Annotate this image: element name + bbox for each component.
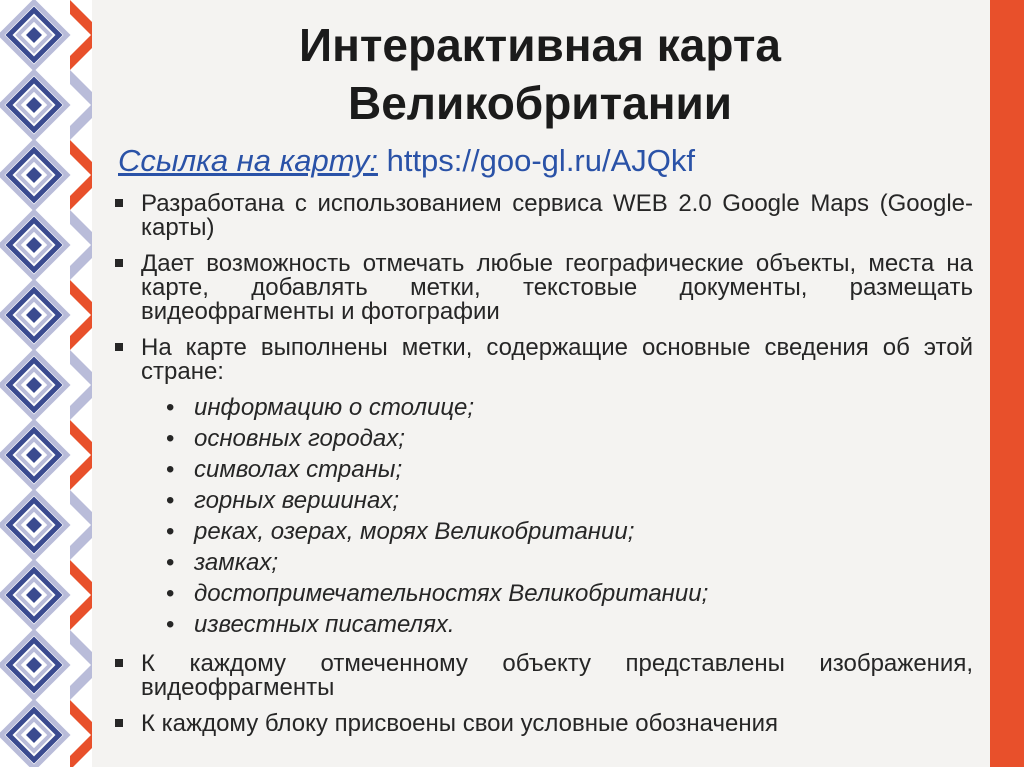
bullet-item [113, 192, 973, 240]
map-link-label: Ссылка на карту: [118, 143, 378, 178]
round-bullet-icon: • [166, 580, 175, 607]
square-bullet-icon [115, 343, 123, 351]
round-bullet-icon: • [166, 487, 175, 514]
bullet-text: К каждому отмеченному объекту представлены изображения, видеофрагменты [141, 650, 973, 701]
sub-bullet-text: известных писателях. [194, 611, 455, 638]
bullet-item [113, 652, 973, 700]
square-bullet-icon [115, 259, 123, 267]
bullet-item [113, 252, 973, 324]
sub-bullet-text: основных городах; [194, 425, 405, 452]
decorative-right-stripe [990, 0, 1024, 767]
sub-bullet-item [166, 516, 973, 547]
sub-bullet-item [166, 485, 973, 516]
sub-bullet-text: горных вершинах; [194, 487, 399, 514]
sub-bullet-text: замках; [194, 549, 279, 576]
round-bullet-icon: • [166, 611, 175, 638]
round-bullet-icon: • [166, 456, 175, 483]
sub-bullet-text: информацию о столице; [194, 394, 475, 421]
bullet-text: Дает возможность отмечать любые географические объекты, места на карте, добавлять метки, текстовые документы, размещать видеофрагменты и фотографии [141, 250, 973, 325]
decorative-ornament-border [0, 0, 92, 767]
title-line-1: Интерактивная карта [299, 19, 781, 71]
bullet-item [113, 712, 973, 736]
round-bullet-icon: • [166, 518, 175, 545]
title-line-2: Великобритании [347, 77, 733, 129]
round-bullet-icon: • [166, 425, 175, 452]
ornament-pattern [0, 0, 92, 767]
sub-bullet-item [166, 578, 973, 609]
square-bullet-icon [115, 199, 123, 207]
bullet-text: Разработана с использованием сервиса WEB 2.0 Google Maps (Google-карты) [141, 190, 973, 241]
sub-bullet-item [166, 392, 973, 423]
sub-bullet-text: символах страны; [194, 456, 403, 483]
bullet-item [113, 336, 973, 640]
bullet-text: К каждому блоку присвоены свои условные обозначения [141, 710, 778, 737]
sub-bullet-item [166, 547, 973, 578]
square-bullet-icon [115, 659, 123, 667]
sub-bullet-text: достопримечательностях Великобритании; [194, 580, 709, 607]
sub-bullet-list [141, 392, 973, 640]
map-link-line [118, 141, 978, 181]
round-bullet-icon: • [166, 394, 175, 421]
round-bullet-icon: • [166, 549, 175, 576]
sub-bullet-item [166, 454, 973, 485]
sub-bullet-item [166, 609, 973, 640]
sub-bullet-text: реках, озерах, морях Великобритании; [194, 518, 635, 545]
bullet-list [113, 192, 973, 748]
slide-title [100, 16, 980, 132]
bullet-text: На карте выполнены метки, содержащие основные сведения об этой стране: [141, 334, 973, 385]
map-link-url[interactable]: https://goo-gl.ru/AJQkf [386, 143, 696, 178]
square-bullet-icon [115, 719, 123, 727]
sub-bullet-item [166, 423, 973, 454]
